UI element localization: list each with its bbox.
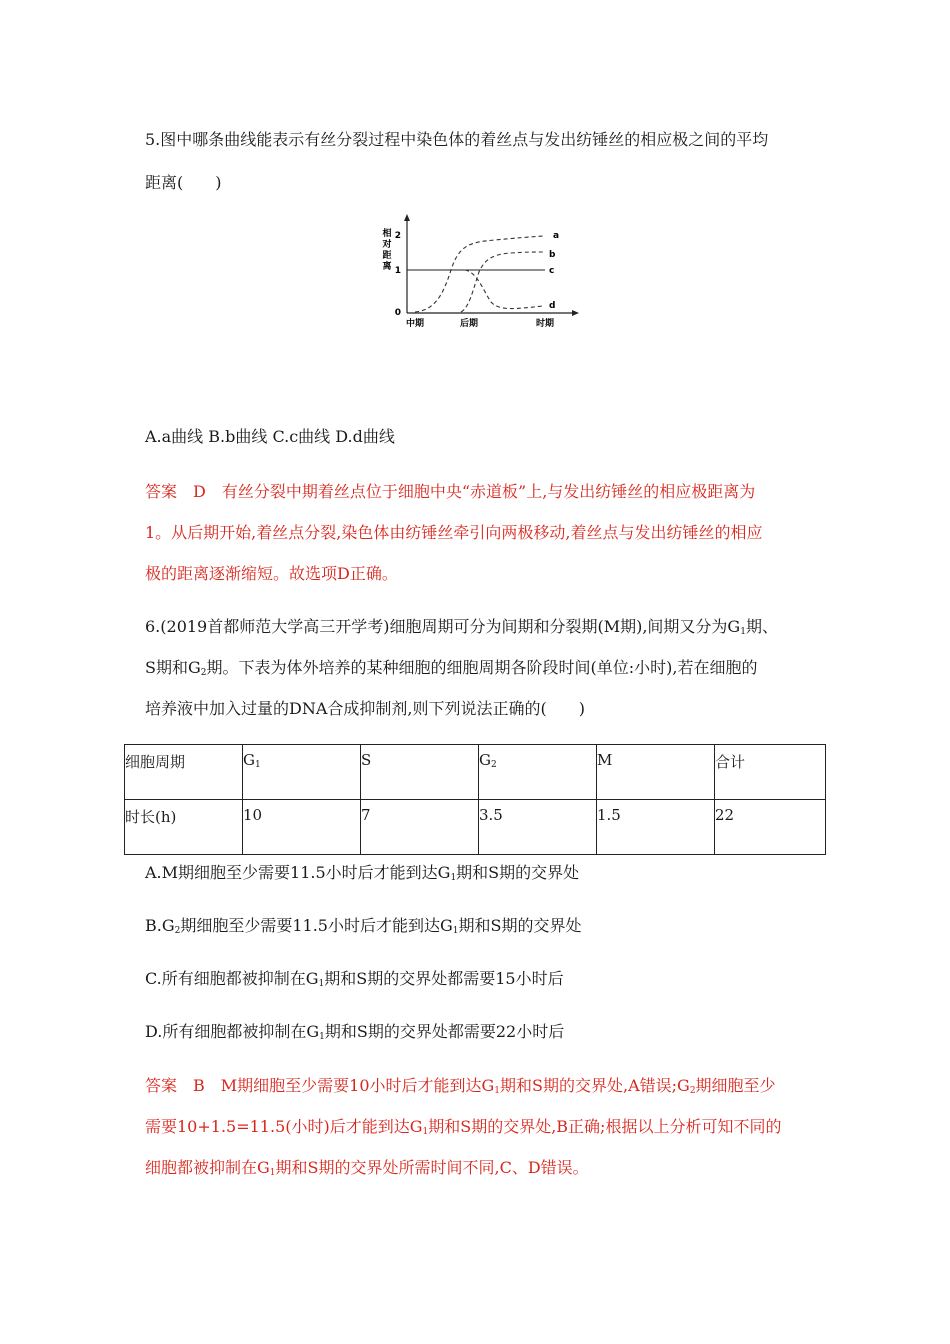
q5-figure [365,210,585,335]
curve-d [465,270,543,309]
cell-cycle-table [124,744,826,855]
ylabel-char-3: 距 [382,251,392,261]
curve-a-label: a [553,231,560,241]
q6-stem-line1: 6.(2019首都师范大学高三开学考)细胞周期可分为间期和分裂期(M期),间期又分为$G_1$期、 [145,617,778,637]
cell-header-m: M [597,745,715,800]
q5-answer-line1: 答案 D 有丝分裂中期着丝点位于细胞中央“赤道板”上,与发出纺锤丝的相应极距离为 [145,482,756,501]
xtick-metaphase: 中期 [405,319,425,329]
cell-row-label: 时长(h) [125,800,243,855]
cell-s: 7 [361,800,479,855]
q5-answer-line3: 极的距离逐渐缩短。故选项D正确。 [145,564,398,583]
q6-option-d: D.所有细胞都被抑制在$G_1$期和S期的交界处都需要22小时后 [145,1022,565,1042]
q6-option-c: C.所有细胞都被抑制在$G_1$期和S期的交界处都需要15小时后 [145,969,564,989]
ylabel-char-2: 对 [382,240,392,250]
q6-stem-line3: 培养液中加入过量的DNA合成抑制剂,则下列说法正确的( ) [145,699,585,718]
y-axis-arrow [404,214,410,221]
cell-header-label: 细胞周期 [125,745,243,800]
q6-answer-line2: 需要10+1.5=11.5(小时)后才能到达$G_1$期和S期的交界处,B正确;根据以上分析可知不同的 [145,1117,782,1137]
ylabel-char-1: 相 [382,229,392,239]
ylabel-char-4: 离 [382,262,392,272]
table-row [125,800,826,855]
curve-d-label: d [549,301,556,311]
x-axis-arrow [572,310,579,316]
cell-header-g2: $G_2$ [479,745,597,800]
cell-m: 1.5 [597,800,715,855]
cell-g2: 3.5 [479,800,597,855]
q5-stem-line1: 5.图中哪条曲线能表示有丝分裂过程中染色体的着丝点与发出纺锤丝的相应极之间的平均 [145,130,769,149]
q6-option-b: $B.G_2$期细胞至少需要11.5小时后才能到达$G_1$期和S期的交界处 [145,916,582,936]
q5-options: A.a曲线 B.b曲线 C.c曲线 D.d曲线 [145,427,395,446]
cell-header-g1: $G_1$ [243,745,361,800]
cell-g1: 10 [243,800,361,855]
q6-answer-line1: 答案 B M期细胞至少需要10小时后才能到达$G_1$期和S期的交界处,A错误$;G_2$期细胞至少 [145,1076,776,1096]
xlabel: 时期 [535,319,555,329]
q5-stem-line2: 距离( ) [145,173,222,192]
ytick-2: 2 [394,231,401,241]
ytick-0: 0 [394,308,401,318]
curve-b-label: b [549,250,556,260]
cell-header-total: 合计 [715,745,826,800]
q6-stem-line2: S期和$G_2$期。下表为体外培养的某种细胞的细胞周期各阶段时间(单位:小时),若在细胞的 [145,658,758,678]
q6-answer-line3: 细胞都被抑制在$G_1$期和S期的交界处所需时间不同,C、D错误。 [145,1158,589,1178]
cell-total: 22 [715,800,826,855]
q6-option-a: A.M期细胞至少需要11.5小时后才能到达$G_1$期和S期的交界处 [145,863,580,883]
ytick-1: 1 [394,266,401,276]
curve-b [461,252,543,312]
table-row [125,745,826,800]
curve-c-label: c [549,266,555,276]
xtick-anaphase: 后期 [459,319,479,329]
q5-answer-line2: 1。从后期开始,着丝点分裂,染色体由纺锤丝牵引向两极移动,着丝点与发出纺锤丝的相应 [145,523,763,542]
curve-a [415,236,543,312]
cell-header-s: S [361,745,479,800]
